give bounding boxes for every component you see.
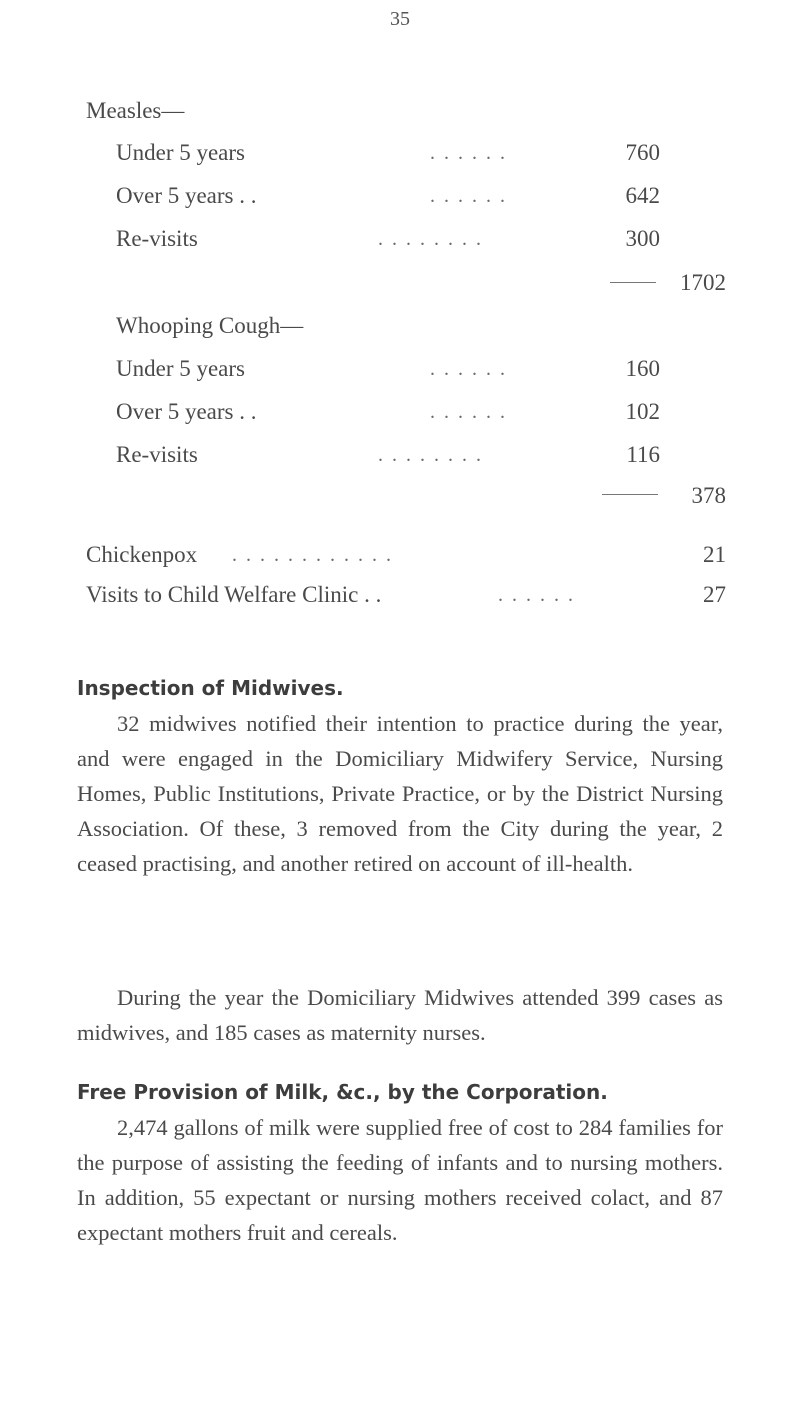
measles-under-5-value: 760 (625, 140, 660, 165)
measles-revisits-value: 300 (625, 226, 660, 251)
whooping-over-5-label: Over 5 years . . (116, 399, 257, 424)
child-welfare-visits-dots: . . . . . . (498, 584, 575, 606)
measles-revisits-dots: . . . . . . . . (378, 228, 483, 250)
free-provision-paragraph: 2,474 gallons of milk were supplied free of cost to 284 families for the purpose of assisting the feeding of infants and to nursing mothers. In addition, 55 expectant or nursing mothers received colact, and 87 expectant mothers fruit and cereals. (77, 1115, 723, 1245)
chickenpox-value: 21 (703, 542, 726, 567)
measles-over-5-value: 642 (625, 183, 660, 208)
measles-total-rule (610, 282, 656, 283)
whooping-total-rule (602, 494, 658, 495)
measles-title: Measles— (86, 98, 185, 123)
whooping-under-5-label: Under 5 years (116, 356, 246, 381)
whooping-cough-title: Whooping Cough— (116, 313, 304, 338)
whooping-revisits-value: 116 (626, 442, 660, 467)
midwives-paragraph-2: During the year the Domiciliary Midwives attended 399 cases as midwives, and 185 cases as maternity nurses. (77, 985, 723, 1045)
measles-over-5-dots: . . . . . . (430, 185, 507, 207)
page-number: 35 (390, 8, 410, 30)
whooping-under-5-dots: . . . . . . (430, 358, 507, 380)
child-welfare-visits-label: Visits to Child Welfare Clinic . . (86, 582, 382, 607)
measles-over-5-label: Over 5 years . . (116, 183, 257, 208)
whooping-over-5-dots: . . . . . . (430, 401, 507, 423)
midwives-heading: Inspection of Midwives. (77, 676, 344, 700)
whooping-over-5-value: 102 (625, 399, 660, 424)
free-provision-heading: Free Provision of Milk, &c., by the Corporation. (77, 1080, 608, 1104)
whooping-under-5-value: 160 (625, 356, 660, 381)
measles-under-5-dots: . . . . . . (430, 142, 507, 164)
measles-total: 1702 (680, 270, 726, 295)
whooping-total: 378 (691, 483, 726, 508)
whooping-revisits-dots: . . . . . . . . (378, 444, 483, 466)
measles-revisits-label: Re-visits (116, 226, 198, 251)
whooping-revisits-label: Re-visits (116, 442, 198, 467)
measles-under-5-label: Under 5 years (116, 140, 246, 165)
chickenpox-dots: . . . . . . . . . . . . (232, 544, 393, 566)
child-welfare-visits-value: 27 (703, 582, 726, 607)
midwives-paragraph-1: 32 midwives notified their intention to practice during the year, and were engaged in the Domiciliary Midwifery Service, Nursing Homes, Public Institutions, Private Practice, or by the District Nursing Association. Of these, 3 removed from the City during the year, 2 ceased practising, and another retired on account of ill-health. (77, 711, 723, 876)
chickenpox-label: Chickenpox (86, 542, 198, 567)
